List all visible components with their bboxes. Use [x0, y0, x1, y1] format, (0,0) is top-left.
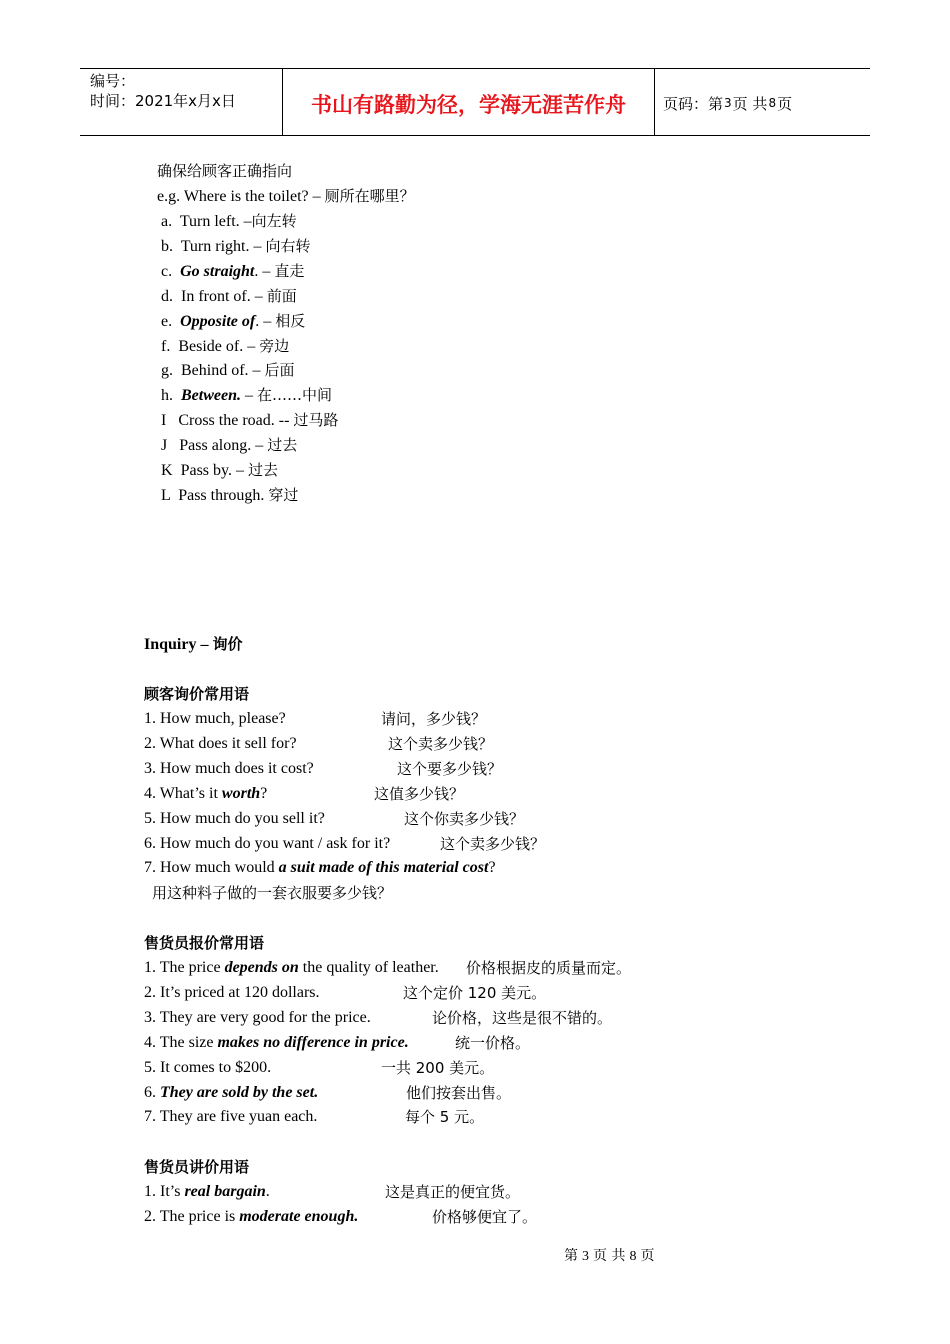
seller-phrase-item: [144, 1107, 317, 1127]
direction-en: Pass along. –: [179, 437, 268, 455]
direction-cn: 过去: [247, 461, 278, 479]
seller-phrase-cn: 他们按套出售。: [406, 1083, 512, 1102]
direction-emphasis: Opposite of: [180, 312, 256, 330]
customer-phrase-emphasis: worth: [221, 784, 261, 802]
page-total: 8: [768, 96, 777, 110]
seller-phrase-en: 1. The price: [144, 959, 225, 976]
direction-item: [161, 435, 297, 456]
direction-cn: 过马路: [293, 411, 339, 430]
direction-item: [161, 485, 298, 506]
seller-phrase-en: 2. It’s priced at 120 dollars.: [144, 983, 320, 1001]
direction-item: [161, 261, 304, 282]
direction-cn: 穿过: [268, 485, 299, 504]
customer-phrase-en: 5. How much do you sell it?: [144, 809, 325, 827]
customer-phrase-item: [144, 759, 314, 779]
customer-phrase-cn: 这个你卖多少钱？: [404, 809, 525, 828]
seller-phrase-en: 7. They are five yuan each.: [144, 1108, 318, 1126]
seller-phrase-item: [144, 983, 320, 1003]
direction-emphasis: Go straight: [180, 262, 255, 280]
inquiry-title: Inquiry – 询价: [144, 635, 243, 653]
customer-phrase-after: ?: [260, 784, 268, 802]
number-label: 编号：: [90, 72, 136, 90]
customer-phrase-cn: 这个卖多少钱？: [388, 734, 494, 753]
direction-en: Cross the road. --: [178, 412, 294, 430]
direction-item: [161, 460, 278, 481]
bargain-phrase-emphasis: real bargain: [184, 1183, 266, 1200]
seller-phrase-item: [144, 958, 439, 978]
seller-phrase-en: 3. They are very good for the price.: [144, 1008, 371, 1026]
footer-mid: 页 共: [593, 1248, 626, 1264]
footer-total: 8: [629, 1249, 637, 1264]
page-footer: [564, 1247, 654, 1266]
seller-phrase-item: [144, 1058, 271, 1078]
direction-cn: 前面: [266, 286, 297, 305]
page-current: 3: [724, 96, 732, 110]
page-label-prefix: 页码：第: [663, 94, 724, 113]
seller-phrase-cn: 价格根据皮的质量而定。: [466, 959, 632, 977]
seller-phrase-cn: 统一价格。: [455, 1033, 531, 1052]
direction-after: . –: [255, 312, 276, 330]
direction-item: [161, 410, 338, 431]
footer-current: 3: [582, 1249, 589, 1264]
seller-phrase-cn: 一共 200 美元。: [381, 1058, 495, 1077]
customer-phrase-item: [144, 834, 390, 854]
bargain-phrase-emphasis: moderate enough.: [239, 1207, 359, 1225]
seller-phrase-item: [144, 1083, 318, 1103]
direction-cn: 旁边: [259, 336, 290, 355]
direction-item: [161, 385, 332, 406]
customer-phrase-item: [144, 709, 286, 729]
direction-after: . –: [254, 262, 275, 280]
customer-phrase-en: 2. What does it sell for?: [144, 734, 297, 752]
bargain-heading: 售货员讲价用语: [144, 1158, 250, 1176]
direction-cn: 直走: [274, 261, 305, 280]
direction-emphasis: Between.: [181, 387, 241, 405]
customer-phrase-cn: 这个卖多少钱？: [440, 834, 546, 853]
bargain-phrase-item: [144, 1182, 270, 1202]
seller-phrase-en: 4. The size: [144, 1033, 218, 1051]
direction-en: Pass through.: [178, 486, 269, 504]
customer-phrase-item: [144, 734, 297, 754]
direction-prefix: K: [161, 462, 181, 479]
customer-phrase-en: 7. How much would: [144, 859, 279, 877]
customer-phrase-cn: 这值多少钱？: [374, 784, 465, 803]
customer-phrase-item: [144, 784, 267, 804]
seller-phrase-en: 6.: [144, 1083, 160, 1101]
bargain-phrase-en: 2. The price is: [144, 1207, 240, 1225]
customer-phrase-item: [144, 858, 496, 878]
direction-prefix: L: [161, 486, 179, 504]
direction-cn: 向右转: [265, 236, 311, 255]
bargain-phrase-after: .: [265, 1183, 270, 1200]
customer-phrase-cn: 请问，多少钱？: [381, 710, 487, 728]
page-suffix: 页: [777, 94, 793, 113]
direction-prefix: J: [161, 437, 180, 455]
direction-en: In front of. –: [181, 287, 267, 305]
direction-cn: 向左转: [251, 212, 297, 230]
seller-phrase-emphasis: depends on: [224, 959, 299, 976]
direction-cn: 在……中间: [257, 386, 333, 405]
direction-prefix: b.: [161, 237, 181, 255]
direction-prefix: h.: [161, 387, 181, 405]
customer-heading: 顾客询价常用语: [144, 685, 250, 703]
footer-prefix: 第: [564, 1248, 578, 1264]
seller-phrase-emphasis: makes no difference in price.: [217, 1033, 409, 1051]
direction-item: [161, 211, 297, 232]
bargain-phrase-cn: 这是真正的便宜货。: [385, 1183, 521, 1201]
seller-phrase-cn: 论价格，这些是很不错的。: [432, 1008, 613, 1027]
bargain-phrase-cn: 价格够便宜了。: [432, 1207, 538, 1226]
direction-prefix: c.: [161, 262, 181, 280]
direction-en: Beside of. –: [178, 337, 260, 355]
direction-en: Pass by. –: [180, 462, 248, 479]
seller-phrase-item: [144, 1008, 371, 1028]
seller-phrase-after: the quality of leather.: [298, 959, 439, 976]
customer-phrase-cn: 这个要多少钱？: [397, 759, 503, 778]
customer-phrase-emphasis: a suit made of this material cost: [278, 859, 489, 877]
direction-cn: 后面: [264, 361, 295, 380]
seller-phrase-cn: 这个定价 120 美元。: [403, 983, 547, 1002]
seller-phrase-item: [144, 1033, 409, 1053]
direction-cn: 相反: [275, 311, 306, 330]
customer-phrase-item: [144, 809, 325, 829]
direction-after: –: [241, 387, 257, 405]
direction-item: [161, 360, 295, 381]
direction-en: Behind of. –: [181, 362, 265, 380]
direction-prefix: a.: [161, 213, 180, 230]
direction-prefix: g.: [161, 362, 181, 380]
direction-item: [161, 236, 311, 257]
customer-phrase-en: 1. How much, please?: [144, 710, 286, 727]
bargain-phrase-item: [144, 1207, 358, 1227]
direction-en: Turn right. –: [180, 237, 266, 255]
seller-phrase-en: 5. It comes to $200.: [144, 1058, 272, 1076]
customer-phrase-after: ?: [488, 859, 496, 877]
seller-heading: 售货员报价常用语: [144, 934, 265, 952]
directions-example: e.g. Where is the toilet? – 厕所在哪里？: [157, 187, 415, 205]
customer-phrase-en: 4. What’s it: [144, 784, 222, 802]
direction-item: [161, 311, 305, 332]
direction-cn: 过去: [267, 436, 298, 455]
header-page-number: [655, 69, 870, 135]
direction-prefix: e.: [161, 312, 181, 330]
direction-item: [161, 286, 297, 307]
page-mid: 页 共: [732, 94, 768, 113]
footer-suffix: 页: [640, 1248, 655, 1264]
seller-phrase-cn: 每个 5 元。: [405, 1108, 485, 1127]
direction-prefix: f.: [161, 337, 179, 355]
customer-7-cn: 用这种料子做的一套衣服要多少钱？: [152, 884, 393, 902]
direction-prefix: I: [161, 412, 179, 430]
page-header: [80, 68, 870, 136]
time-label: 时间：2021年x月x日: [90, 92, 236, 110]
bargain-phrase-en: 1. It’s: [144, 1183, 185, 1200]
direction-en: Turn left. –: [179, 213, 252, 230]
seller-phrase-emphasis: They are sold by the set.: [160, 1083, 319, 1101]
direction-prefix: d.: [161, 287, 181, 305]
customer-phrase-en: 6. How much do you want / ask for it?: [144, 834, 391, 852]
directions-intro: 确保给顾客正确指向: [157, 162, 293, 180]
customer-phrase-en: 3. How much does it cost?: [144, 759, 314, 777]
header-meta: [80, 69, 282, 135]
direction-item: [161, 336, 289, 357]
header-motto: 书山有路勤为径，学海无涯苦作舟: [282, 69, 655, 135]
